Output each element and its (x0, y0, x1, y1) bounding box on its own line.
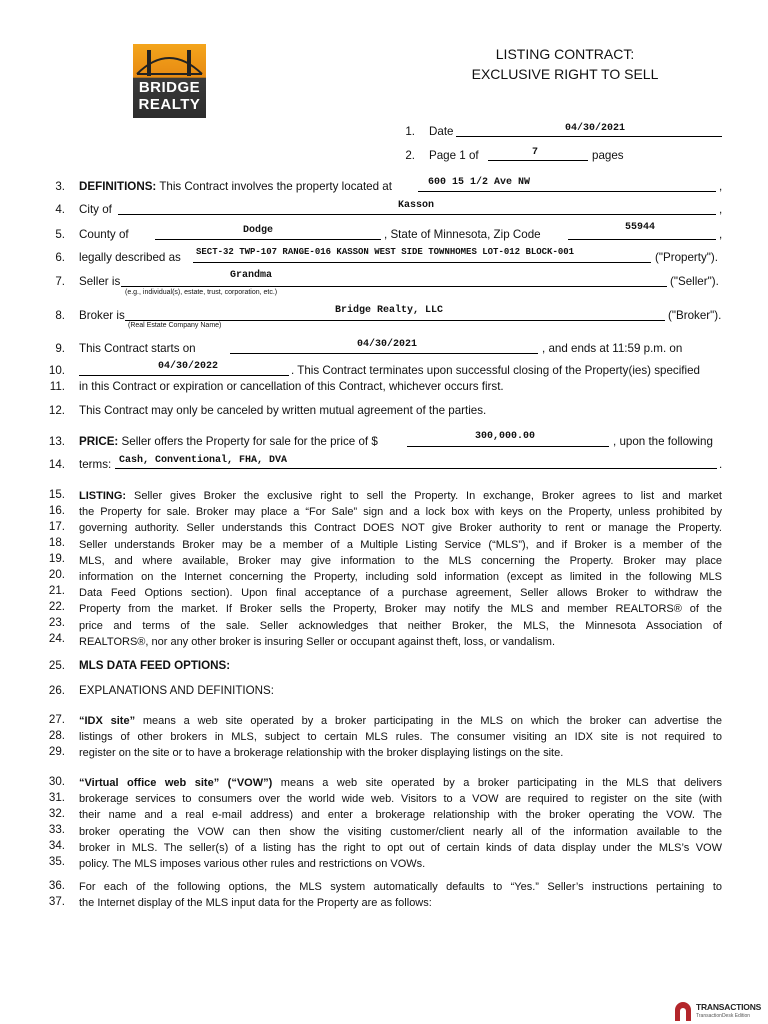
comma: , (719, 228, 723, 241)
line-number: 14. (48, 458, 65, 471)
logo-line2: REALTY (138, 96, 201, 113)
listing-line: REALTORS®, nor any other broker is insuring Seller or occupant against theft, loss, or vandalism. (79, 635, 556, 648)
page-count-field[interactable]: 7 (532, 147, 539, 158)
line-number: 6. (55, 251, 65, 264)
listing-line: the Property for sale. Broker may place a “For Sale” sign and a lock box with keys on the Property, unless prohibited by (79, 506, 722, 519)
definitions-text (79, 180, 392, 193)
county-label: County of (79, 228, 129, 241)
line-number: 3. (55, 180, 65, 193)
vow-paragraph (79, 775, 722, 872)
line-number: 26. (48, 684, 65, 697)
listing-heading: LISTING: (79, 490, 127, 502)
pages-label: pages (592, 149, 624, 162)
vow-line: policy. The MLS imposes various other rules and restrictions on VOWs. (79, 858, 426, 871)
bridge-realty-logo (133, 44, 206, 118)
listing-line: governing authority. Seller understands this Contract DOES NOT give Broker authority to rent or manage the Property. (79, 522, 722, 535)
listing-paragraph (79, 488, 722, 650)
price-heading: PRICE: (79, 435, 119, 448)
legal-line (193, 262, 651, 263)
idx-paragraph (79, 713, 722, 762)
idx-term: “IDX site” (79, 715, 136, 727)
transactions-icon (673, 1000, 693, 1022)
cancel-text: This Contract may only be canceled by written mutual agreement of the parties. (79, 404, 487, 417)
vow-term: “Virtual office web site” (“VOW”) (79, 777, 273, 789)
comma: , (719, 180, 723, 193)
idx-line: register on the site or to have a brokerage relationship with the broker displaying listings on the site. (79, 747, 564, 760)
vow-line (79, 775, 722, 791)
seller-label: Seller is (79, 275, 121, 288)
line-number: 27. (48, 713, 65, 726)
line-number: 15. (48, 488, 65, 501)
county-field[interactable]: Dodge (243, 225, 274, 236)
definitions-body: This Contract involves the property located at (159, 180, 392, 193)
price-suffix: , upon the following (613, 435, 713, 448)
date-label: Date (429, 125, 454, 138)
city-label: City of (79, 203, 112, 216)
legal-label: legally described as (79, 251, 181, 264)
line-number: 21. (48, 584, 65, 597)
property-address-field[interactable]: 600 15 1/2 Ave NW (428, 177, 531, 188)
line-number: 36. (48, 879, 65, 892)
line-number: 30. (48, 775, 65, 788)
seller-hint: (e.g., individual(s), estate, trust, corporation, etc.) (125, 289, 278, 296)
legal-description-field[interactable]: SECT-32 TWP-107 RANGE-016 KASSON WEST SIDE TOWNHOMES LOT-012 BLOCK-001 (196, 247, 575, 257)
vow-line: broker in MLS. The seller(s) of a listing has the right to opt out of certain kinds of data display under the MLS’s VOW (79, 841, 722, 854)
mls-heading: MLS DATA FEED OPTIONS: (79, 659, 231, 672)
line-number: 10. (48, 364, 65, 377)
vow-line: brokerage services to consumers over the world wide web. Visitors to a VOW are required to register on the site (with (79, 793, 722, 806)
idx-line: listings of other brokers in MLS, subject to certain MLS rules. The consumer visiting an IDX site is not required to (79, 731, 722, 744)
listing-line: price and terms of the sale. Seller acknowledges that neither Broker, the MLS, the Minnesota Association of (79, 619, 722, 632)
line-number: 25. (48, 659, 65, 672)
line-number: 20. (48, 568, 65, 581)
line-number: 34. (48, 839, 65, 852)
price-body: Seller offers the Property for sale for the price of $ (121, 435, 378, 448)
line-number: 12. (48, 404, 65, 417)
price-line (407, 446, 609, 447)
end-date-field[interactable]: 04/30/2022 (158, 361, 219, 372)
broker-field[interactable]: Bridge Realty, LLC (335, 305, 444, 316)
listing-line (79, 488, 722, 504)
line-number: 5. (55, 228, 65, 241)
broker-line (125, 320, 665, 321)
line-number: 2. (405, 149, 415, 162)
line-number: 7. (55, 275, 65, 288)
terms-line (115, 468, 717, 469)
line-number: 28. (48, 729, 65, 742)
line-number: 19. (48, 552, 65, 565)
address-line (418, 191, 716, 192)
definitions-heading: DEFINITIONS: (79, 180, 157, 193)
end-date-line (79, 375, 289, 376)
date-line (456, 136, 722, 137)
start-label: This Contract starts on (79, 342, 196, 355)
options-paragraph (79, 879, 722, 911)
page-label: Page 1 of (429, 149, 479, 162)
county-line (155, 239, 381, 240)
property-suffix: ("Property"). (655, 251, 718, 264)
listing-line: MLS, and where available, Broker may give information to the MLS concerning the Property. Broker may place (79, 554, 722, 567)
line-number: 1. (405, 125, 415, 138)
line-number: 33. (48, 823, 65, 836)
broker-suffix: ("Broker"). (668, 309, 722, 322)
listing-text: Seller gives Broker the exclusive right to sell the Property. In exchange, Broker agrees to list and market (133, 490, 722, 502)
vow-line: broker operating the VOW can then show the visiting customer/client nearly all of the information available to the (79, 825, 722, 838)
line-number: 8. (55, 309, 65, 322)
terms-field[interactable]: Cash, Conventional, FHA, DVA (119, 455, 288, 466)
line-number: 11. (49, 380, 65, 393)
terms-label: terms: (79, 458, 112, 471)
start-line (230, 353, 538, 354)
line-number: 35. (48, 855, 65, 868)
line-number: 22. (48, 600, 65, 613)
end-label: , and ends at 11:59 p.m. on (542, 342, 683, 355)
date-field[interactable]: 04/30/2021 (565, 123, 626, 134)
logo-line1: BRIDGE (138, 79, 201, 96)
idx-text: means a web site operated by a broker participating in the MLS on which the broker can advertise the (142, 715, 722, 727)
title-line1: LISTING CONTRACT: (495, 46, 635, 62)
seller-suffix: ("Seller"). (670, 275, 719, 288)
zip-line (568, 239, 716, 240)
broker-hint: (Real Estate Company Name) (128, 322, 222, 329)
bridge-icon (133, 44, 206, 79)
line-number: 24. (48, 632, 65, 645)
broker-label: Broker is (79, 309, 125, 322)
city-field[interactable]: Kasson (398, 200, 435, 211)
line-number: 32. (48, 807, 65, 820)
options-line: the Internet display of the MLS input data for the Property are as follows: (79, 897, 432, 910)
transactions-logo (673, 1000, 763, 1022)
idx-line (79, 713, 722, 729)
period: . (719, 458, 723, 471)
seller-line (121, 286, 667, 287)
comma: , (719, 203, 723, 216)
termination-text-2: in this Contract or expiration or cancellation of this Contract, whichever occurs first. (79, 380, 504, 393)
start-date-field[interactable]: 04/30/2021 (357, 339, 418, 350)
seller-field[interactable]: Grandma (230, 270, 273, 281)
transactions-subtitle: TransactionDesk Edition (696, 1013, 751, 1019)
options-line: For each of the following options, the MLS system automatically defaults to “Yes.” Seller’s instructions pertaining to (79, 881, 722, 893)
listing-line: information on the Internet concerning the Property, including sold information (except as limited in the following MLS (79, 571, 722, 584)
zip-field[interactable]: 55944 (625, 222, 656, 233)
vow-line: their name and a real e-mail address) and enter a brokerage relationship with the broker operating the VOW. The (79, 809, 722, 822)
vow-text: means a web site operated by a broker participating in the MLS that delivers (280, 777, 722, 789)
city-line (118, 214, 716, 215)
price-text (79, 435, 378, 448)
title-line2: EXCLUSIVE RIGHT TO SELL (471, 66, 659, 82)
line-number: 16. (48, 504, 65, 517)
state-zip-label: , State of Minnesota, Zip Code (384, 228, 541, 241)
page-count-line (488, 160, 588, 161)
line-number: 37. (48, 895, 65, 908)
line-number: 9. (55, 342, 65, 355)
transactions-brand: TRANSACTIONS (696, 1002, 762, 1012)
listing-line: Property from the market. If Broker sells the Property, Broker may notify the MLS and member REALTORS® of the (79, 603, 722, 616)
line-number: 4. (55, 203, 65, 216)
line-number: 31. (48, 791, 65, 804)
line-number: 23. (48, 616, 65, 629)
termination-text: . This Contract terminates upon successful closing of the Property(ies) specified (291, 364, 700, 377)
line-number: 17. (48, 520, 65, 533)
line-number: 18. (48, 536, 65, 549)
listing-line: Seller understands Broker may be a member of a Multiple Listing Service (“MLS”), and if Broker is a member of the (79, 538, 722, 551)
line-number: 29. (48, 745, 65, 758)
price-field[interactable]: 300,000.00 (475, 431, 536, 442)
explanations-heading: EXPLANATIONS AND DEFINITIONS: (79, 684, 274, 697)
listing-line: Data Feed Options section). Upon final acceptance of a purchase agreement, Seller allows Broker to withdraw the (79, 587, 722, 600)
line-number: 13. (48, 435, 65, 448)
